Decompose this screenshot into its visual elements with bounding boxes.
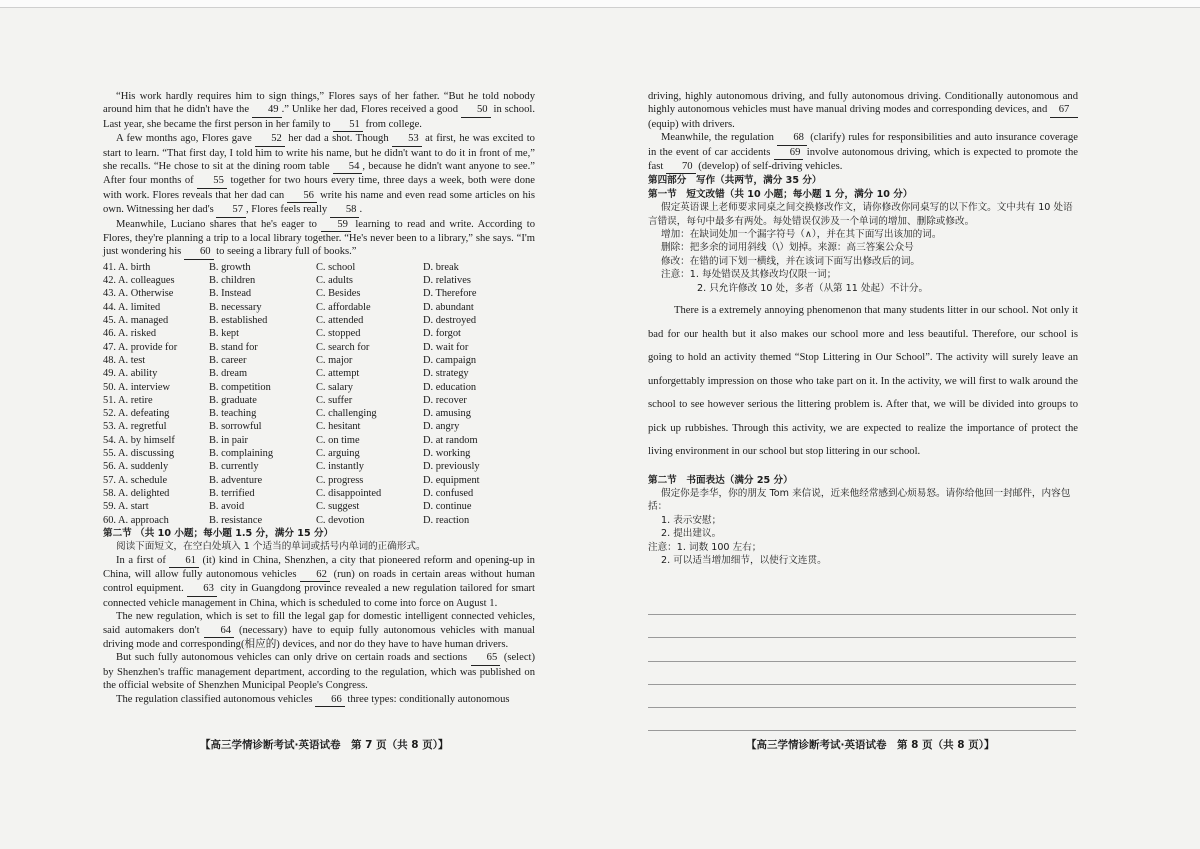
option-choice[interactable]: C. disappointed [316, 487, 382, 499]
instruction-line: 注意：1. 每处错误及其修改均仅限一词； [661, 269, 837, 281]
writing-note: 注意：1. 词数 100 左右； [648, 541, 762, 553]
passage-text: in school. Last year, she became the first person in her family to [103, 104, 535, 130]
option-choice[interactable]: 44. A. limited [103, 301, 161, 313]
scan-top-edge [0, 0, 1200, 8]
option-choice[interactable]: 51. A. retire [103, 394, 153, 406]
option-row [103, 261, 535, 274]
error-correction-heading: 第一节 短文改错（共 10 小题；每小题 1 分，满分 10 分） [648, 188, 913, 200]
passage-text: .” Unlike her dad, Flores received a good [281, 104, 461, 116]
option-choice[interactable]: 47. A. provide for [103, 341, 178, 353]
option-choice[interactable]: D. equipment [423, 474, 480, 486]
answer-blank[interactable]: 51 [333, 118, 363, 132]
part4-heading: 第四部分 写作（共两节，满分 35 分） [648, 175, 822, 187]
answer-blank[interactable]: 61 [169, 554, 199, 568]
passage-text: (necessary) have to equip fully autonomous vehicles with manual driving mode and corresponding(相应的) devices, and nor do they have to have human drivers. [103, 624, 535, 651]
option-choice[interactable]: B. competition [209, 381, 271, 393]
answer-blank[interactable]: 62 [300, 568, 330, 582]
option-choice[interactable]: B. children [209, 275, 256, 287]
passage-paragraph [103, 218, 535, 260]
option-choice[interactable]: B. terrified [209, 487, 255, 499]
option-choice[interactable]: D. destroyed [423, 315, 477, 327]
passage-text: (clarify) rules for responsibilities and auto insurance coverage in the event of car accidents [648, 132, 1078, 158]
option-choice[interactable]: 55. A. discussing [103, 448, 175, 460]
instruction-line: 假定英语课上老师要求同桌之间交换修改作文，请你修改你同桌写的以下作文。文中共有 10 处语言错误，每句中最多有两处。每处错误仅涉及一个单词的增加、删除或修改。 [648, 202, 1073, 227]
option-row [103, 460, 535, 473]
passage-paragraph [103, 693, 535, 707]
option-choice[interactable]: C. arguing [316, 448, 360, 460]
option-row [103, 367, 535, 380]
passage-text: three types: conditionally autonomous [344, 693, 510, 705]
section2-heading: 第二节 （共 10 小题；每小题 1.5 分，满分 15 分） [103, 527, 334, 539]
option-choice[interactable]: D. continue [423, 501, 472, 513]
option-choice[interactable]: 57. A. schedule [103, 474, 168, 486]
option-choice[interactable]: B. resistance [209, 514, 263, 526]
option-row [103, 394, 535, 407]
answer-line[interactable] [648, 638, 1076, 661]
passage-text: involve autonomous driving, which is expected to promote the fast [648, 146, 1078, 173]
option-choice[interactable]: D. break [423, 261, 459, 273]
option-choice[interactable]: B. growth [209, 261, 251, 273]
option-choice[interactable]: C. hesitant [316, 421, 361, 433]
option-choice[interactable]: C. affordable [316, 301, 371, 313]
option-choice[interactable]: C. devotion [316, 514, 365, 526]
option-choice[interactable]: C. major [316, 354, 353, 366]
passage-text: learning to read and write. According to Flores, they're planning a trip to a local library together. “He's never been to a library,” she says. “I'm just wondering his [103, 218, 535, 258]
option-choice[interactable]: D. at random [423, 434, 478, 446]
answer-blank[interactable]: 63 [187, 582, 217, 596]
option-choice[interactable]: 59. A. start [103, 501, 149, 513]
option-choice[interactable]: D. working [423, 448, 471, 460]
writing-heading: 第二节 书面表达（满分 25 分） [648, 474, 793, 486]
option-choice[interactable]: D. previously [423, 461, 480, 473]
option-row [103, 500, 535, 513]
writing-point: 2. 提出建议。 [661, 528, 722, 540]
option-choice[interactable]: B. currently [209, 461, 259, 473]
option-row [103, 474, 535, 487]
option-choice[interactable]: 53. A. regretful [103, 421, 167, 433]
option-choice[interactable]: C. stopped [316, 328, 361, 340]
passage-text: Meanwhile, Luciano shares that he's eager to [116, 218, 322, 230]
answer-blank[interactable]: 68 [777, 131, 807, 145]
option-choice[interactable]: 58. A. delighted [103, 487, 170, 499]
option-choice[interactable]: B. avoid [209, 501, 245, 513]
option-choice[interactable]: 50. A. interview [103, 381, 170, 393]
option-row [103, 381, 535, 394]
answer-blank[interactable]: 57 [216, 203, 246, 217]
option-choice[interactable]: B. Instead [209, 288, 252, 300]
instruction-line: 修改：在错的词下划一横线，并在该词下面写出修改后的词。 [661, 255, 921, 267]
passage-text: (develop) of self-driving vehicles. [695, 161, 843, 173]
option-choice[interactable]: 46. A. risked [103, 328, 157, 340]
option-choice[interactable]: C. search for [316, 341, 370, 353]
option-choice[interactable]: B. sorrowful [209, 421, 262, 433]
passage-text: write his name and even read some articles on his own. Witnessing her dad's [103, 189, 535, 216]
option-choice[interactable]: D. Therefore [423, 288, 477, 300]
answer-blank[interactable]: 70 [666, 160, 696, 174]
option-choice[interactable]: B. career [209, 354, 247, 366]
option-choice[interactable]: B. complaining [209, 448, 274, 460]
passage-paragraph [103, 651, 535, 692]
option-choice[interactable]: D. amusing [423, 408, 471, 420]
option-choice[interactable]: D. forgot [423, 328, 461, 340]
option-row [103, 514, 535, 527]
answer-line[interactable] [648, 615, 1076, 638]
option-row [103, 447, 535, 460]
option-choice[interactable]: C. salary [316, 381, 353, 393]
passage-text: from college. [362, 118, 422, 130]
instruction-line: 2. 只允许修改 10 处，多者（从第 11 处起）不计分。 [697, 282, 929, 294]
option-choice[interactable]: D. angry [423, 421, 460, 433]
instruction-line: 删除：把多余的词用斜线（\）划掉。来源：高三答案公众号 [661, 242, 914, 254]
option-choice[interactable]: C. attended [316, 315, 364, 327]
option-choice[interactable]: 43. A. Otherwise [103, 288, 174, 300]
option-choice[interactable]: D. wait for [423, 341, 469, 353]
option-choice[interactable]: C. attempt [316, 368, 360, 380]
page-footer: 【高三学情诊断考试·英语试卷 第 8 页（共 8 页）】 [746, 739, 995, 751]
writing-note: 2. 可以适当增加细节，以使行文连贯。 [661, 555, 827, 567]
option-row [103, 287, 535, 300]
answer-blank[interactable]: 59 [321, 218, 351, 232]
answer-blank[interactable]: 56 [287, 189, 317, 203]
options-table [103, 261, 535, 527]
answer-blank[interactable]: 64 [204, 624, 234, 638]
passage-text: , Flores feels really [246, 204, 330, 216]
answer-blank[interactable]: 53 [392, 132, 422, 146]
option-choice[interactable]: 52. A. defeating [103, 408, 170, 420]
passage-text: , because he didn't want anyone to see.” After four months of [103, 161, 535, 187]
answer-line[interactable] [648, 685, 1076, 708]
answer-blank[interactable]: 50 [461, 103, 491, 117]
passage-text: A few months ago, Flores gave [116, 133, 256, 145]
passage-text: The regulation classified autonomous vehicles [116, 693, 316, 705]
answer-line[interactable] [648, 592, 1076, 615]
instruction-line: 增加：在缺词处加一个漏字符号（∧），并在其下面写出该加的词。 [661, 229, 942, 241]
option-choice[interactable]: C. instantly [316, 461, 364, 473]
passage-text: city in Guangdong province revealed a new regulation tailored for smart connected vehicle management in China, which is scheduled to come into force on August 1. [103, 583, 535, 609]
option-choice[interactable]: 41. A. birth [103, 261, 151, 273]
option-choice[interactable]: D. relatives [423, 275, 471, 287]
writing-prompt: 假定你是李华，你的朋友 Tom 来信说，近来他经常感到心烦易怒。请你给他回一封邮件，内容包括： [648, 488, 1071, 513]
answer-blank[interactable]: 67 [1050, 103, 1078, 117]
option-choice[interactable]: D. confused [423, 487, 474, 499]
passage-text: (it) kind in China, Shenzhen, a city that pioneered reform and opening-up in China, will allow fully autonomous vehicles [103, 554, 535, 581]
passage-text: The new regulation, which is set to fill the legal gap for domestic intelligent connected vehicles, said automakers don't [103, 611, 535, 636]
passage-paragraph [103, 554, 535, 611]
passage-paragraph [103, 132, 535, 217]
option-choice[interactable]: C. challenging [316, 408, 377, 420]
option-row [103, 420, 535, 433]
option-row [103, 354, 535, 367]
option-row [103, 434, 535, 447]
option-choice[interactable]: 49. A. ability [103, 368, 158, 380]
passage-text: her dad a shot. Though [284, 133, 393, 145]
option-choice[interactable]: D. reaction [423, 514, 470, 526]
passage-paragraph [103, 610, 535, 651]
option-choice[interactable]: C. progress [316, 474, 364, 486]
option-choice[interactable]: B. necessary [209, 301, 262, 313]
answer-lines[interactable] [648, 592, 1076, 731]
option-choice[interactable]: B. graduate [209, 394, 257, 406]
writing-point: 1. 表示安慰； [661, 514, 722, 526]
option-row [103, 487, 535, 500]
option-choice[interactable]: D. education [423, 381, 477, 393]
option-choice[interactable]: B. in pair [209, 434, 248, 446]
answer-blank[interactable]: 55 [197, 174, 227, 188]
passage-paragraph [103, 90, 535, 132]
option-choice[interactable]: 56. A. suddenly [103, 461, 169, 473]
option-choice[interactable]: 54. A. by himself [103, 434, 175, 446]
passage-text: together for two hours every time, three days a week, both were done with work. Flores reveals that her dad can [103, 175, 535, 201]
passage-text: (select) by Shenzhen's traffic management department, according to the regulation, which was published on the official website of Shenzhen Municipal People's Congress. [103, 652, 536, 692]
option-choice[interactable]: D. strategy [423, 368, 469, 380]
passage-text: to seeing a library full of books.” [213, 246, 357, 258]
passage-paragraph [648, 90, 1078, 131]
option-choice[interactable]: 45. A. managed [103, 315, 169, 327]
option-choice[interactable]: B. dream [209, 368, 248, 380]
page-footer: 【高三学情诊断考试·英语试卷 第 7 页（共 8 页）】 [200, 739, 449, 751]
option-choice[interactable]: B. stand for [209, 341, 258, 353]
option-choice[interactable]: D. campaign [423, 354, 477, 366]
option-row [103, 301, 535, 314]
page-7 [103, 90, 535, 707]
page-8 [648, 90, 1078, 567]
option-choice[interactable]: C. suggest [316, 501, 360, 513]
option-choice[interactable]: D. recover [423, 394, 467, 406]
option-choice[interactable]: B. established [209, 315, 268, 327]
answer-blank[interactable]: 52 [255, 132, 285, 146]
option-choice[interactable]: C. Besides [316, 288, 361, 300]
answer-line[interactable] [648, 662, 1076, 685]
answer-blank[interactable]: 69 [774, 146, 804, 160]
passage-text: Meanwhile, the regulation [661, 132, 778, 144]
answer-blank[interactable]: 58 [330, 203, 360, 217]
option-choice[interactable]: B. kept [209, 328, 240, 340]
option-row [103, 407, 535, 420]
answer-blank[interactable]: 66 [315, 693, 345, 707]
passage-text: (equip) with drivers. [648, 118, 735, 130]
option-choice[interactable]: C. suffer [316, 394, 353, 406]
passage-text: driving, highly autonomous driving, and fully autonomous driving. Conditionally autonomous and highly autonomous vehicles must have manual driving modes and corresponding devices, and [648, 91, 1078, 116]
passage-text: at first, he was excited to start to learn. “That first day, I told him to write his name, but he didn't want to do it in front of me,” she recalls. “He chose to sit at the dining room table [103, 133, 535, 173]
answer-line[interactable] [648, 708, 1076, 731]
option-choice[interactable]: B. teaching [209, 408, 257, 420]
option-row [103, 327, 535, 340]
passage-text: “His work hardly requires him to sign things,” Flores says of her father. “But he told nobody around him that he didn't have the [103, 91, 535, 116]
option-choice[interactable]: C. school [316, 261, 356, 273]
option-choice[interactable]: 60. A. approach [103, 514, 169, 526]
passage-text: But such fully autonomous vehicles can only drive on certain roads and sections [116, 652, 471, 664]
answer-blank[interactable]: 65 [471, 651, 501, 665]
option-row [103, 274, 535, 287]
answer-blank[interactable]: 49 [252, 103, 282, 117]
option-choice[interactable]: B. adventure [209, 474, 263, 486]
option-row [103, 341, 535, 354]
option-choice[interactable]: 42. A. colleagues [103, 275, 175, 287]
option-choice[interactable]: 48. A. test [103, 354, 146, 366]
option-choice[interactable]: C. on time [316, 434, 360, 446]
option-choice[interactable]: D. abundant [423, 301, 474, 313]
section2-instruction: 阅读下面短文，在空白处填入 1 个适当的单词或括号内单词的正确形式。 [116, 541, 426, 553]
passage-text: In a first of [116, 554, 170, 566]
option-row [103, 314, 535, 327]
answer-blank[interactable]: 54 [333, 160, 363, 174]
essay-text: There is a extremely annoying phenomenon that many students litter in our school. Not only it bad for our health but it also makes our school more and less beautiful. Therefore, our school is going to hold an activity themed “Stop Littering in Our School”. The activity will surely leave an unforgettably impression on those who take part on it. In the activity, we will first to walk around the school to see however serious the littering problem is. After that, we will be divided into groups to pick up rubbishes. Through this activity, we are expected to realize the importance of protect the living environment in our school but stop littering in our school. [648, 305, 1078, 458]
answer-blank[interactable]: 60 [184, 245, 214, 259]
option-choice[interactable]: C. adults [316, 275, 353, 287]
passage-paragraph [648, 131, 1078, 174]
passage-text: (run) on roads in certain areas without human control equipment. [103, 569, 535, 595]
passage-text: . [359, 204, 363, 216]
